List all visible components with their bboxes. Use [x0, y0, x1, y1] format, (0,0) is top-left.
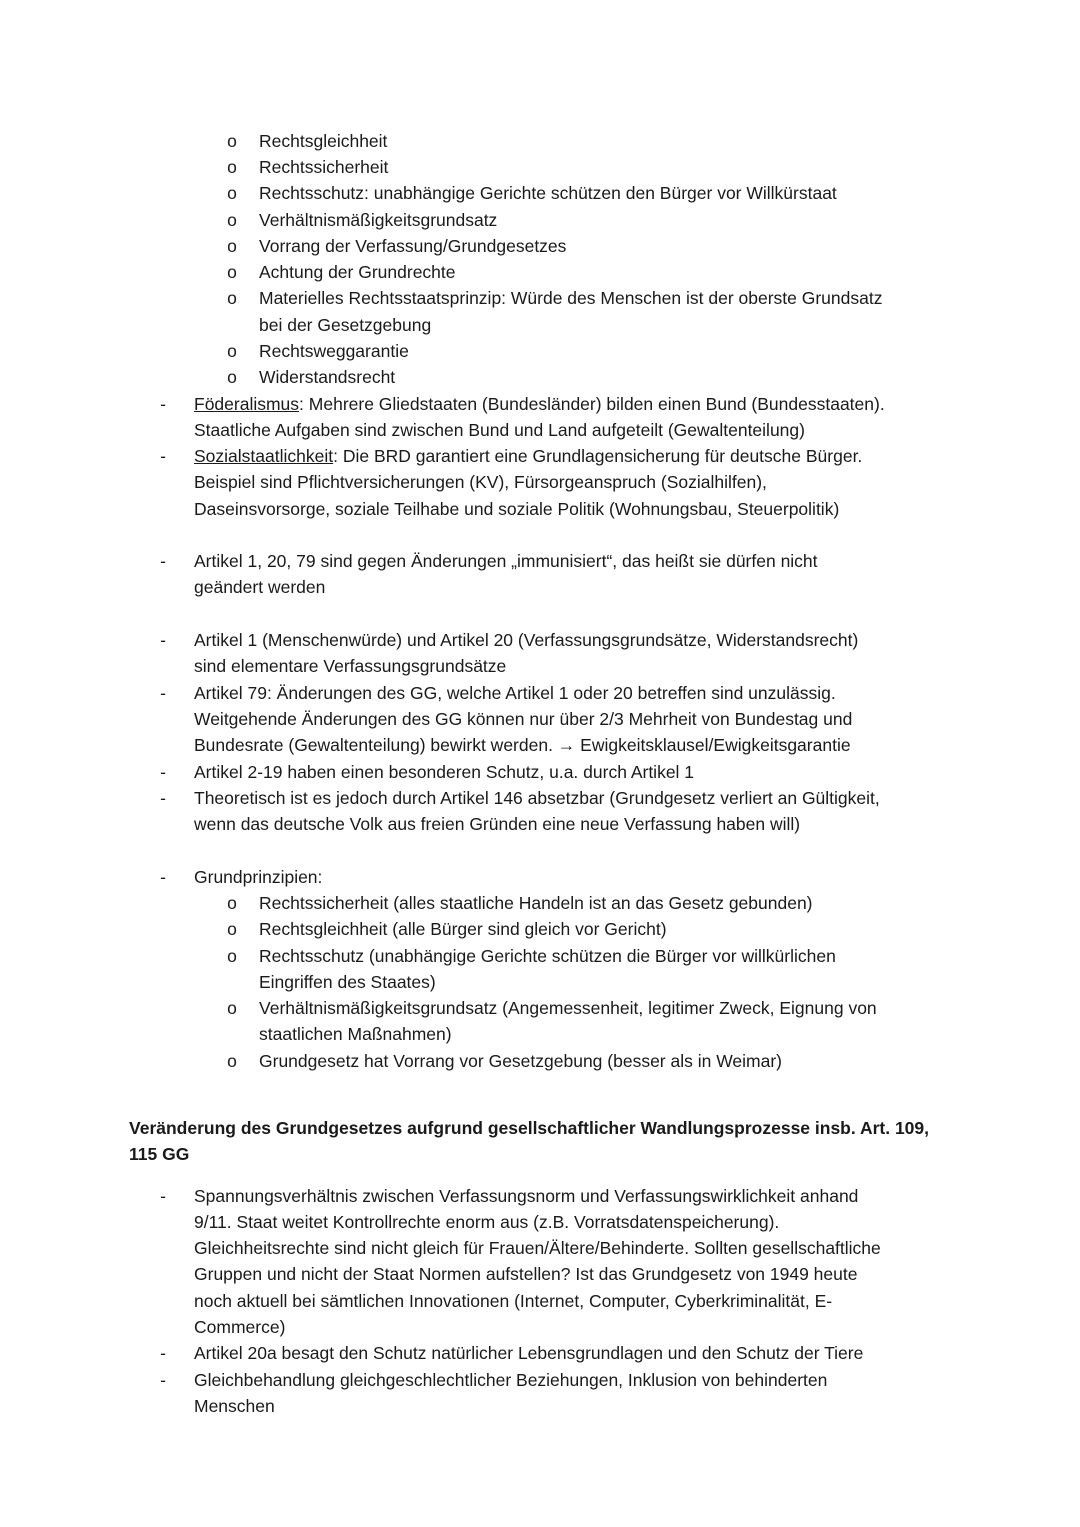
bullet-circle: o	[227, 131, 237, 151]
sozialstaat-term: Sozialstaatlichkeit	[194, 446, 334, 466]
sozialstaat-text: : Die BRD garantiert eine Grundlagensicherung für deutsche Bürger.	[333, 446, 863, 466]
bullet-circle: o	[227, 236, 237, 256]
sozialstaat-item	[194, 443, 862, 469]
list-item: Vorrang der Verfassung/Grundgesetzes	[259, 236, 567, 256]
list-item: Artikel 2-19 haben einen besonderen Schutz, u.a. durch Artikel 1	[194, 762, 695, 782]
bullet-dash: -	[160, 1343, 166, 1363]
sozialstaat-continuation: Daseinsvorsorge, soziale Teilhabe und soziale Politik (Wohnungsbau, Steuerpolitik)	[194, 499, 840, 519]
bullet-dash: -	[160, 394, 166, 414]
bullet-dash: -	[160, 446, 166, 466]
bullet-circle: o	[227, 183, 237, 203]
foederalismus-item	[194, 391, 885, 417]
bullet-dash: -	[160, 867, 166, 887]
list-item-continuation: Weitgehende Änderungen des GG können nur über 2/3 Mehrheit von Bundestag und	[194, 709, 853, 729]
list-item: Widerstandsrecht	[259, 367, 396, 387]
list-item: Rechtssicherheit	[259, 157, 389, 177]
list-item: Artikel 1, 20, 79 sind gegen Änderungen „immunisiert“, das heißt sie dürfen nicht	[194, 551, 818, 571]
list-item-continuation: Gleichheitsrechte sind nicht gleich für Frauen/Ältere/Behinderte. Sollten gesellschaftliche	[194, 1238, 881, 1258]
list-item-continuation: bei der Gesetzgebung	[259, 315, 432, 335]
bullet-circle: o	[227, 210, 237, 230]
list-item: Artikel 20a besagt den Schutz natürlicher Lebensgrundlagen und den Schutz der Tiere	[194, 1343, 864, 1363]
list-item: Materielles Rechtsstaatsprinzip: Würde des Menschen ist der oberste Grundsatz	[259, 288, 883, 308]
bullet-circle: o	[227, 341, 237, 361]
list-item: Spannungsverhältnis zwischen Verfassungsnorm und Verfassungswirklichkeit anhand	[194, 1186, 859, 1206]
bullet-dash: -	[160, 630, 166, 650]
section-heading-continuation: 115 GG	[129, 1144, 190, 1164]
list-item-continuation: Eingriffen des Staates)	[259, 972, 436, 992]
bullet-circle: o	[227, 946, 237, 966]
list-item-continuation: Bundesrate (Gewaltenteilung) bewirkt werden. → Ewigkeitsklausel/Ewigkeitsgarantie	[194, 735, 851, 755]
list-item: Verhältnismäßigkeitsgrundsatz	[259, 210, 498, 230]
bullet-circle: o	[227, 998, 237, 1018]
list-item: Rechtsschutz: unabhängige Gerichte schützen den Bürger vor Willkürstaat	[259, 183, 837, 203]
list-item: Rechtssicherheit (alles staatliche Handeln ist an das Gesetz gebunden)	[259, 893, 813, 913]
grundprinzipien-label: Grundprinzipien:	[194, 867, 323, 887]
list-item-continuation: geändert werden	[194, 577, 326, 597]
bullet-circle: o	[227, 262, 237, 282]
bullet-circle: o	[227, 919, 237, 939]
bullet-dash: -	[160, 762, 166, 782]
foederalismus-continuation: Staatliche Aufgaben sind zwischen Bund und Land aufgeteilt (Gewaltenteilung)	[194, 420, 805, 440]
list-item: Artikel 79: Änderungen des GG, welche Artikel 1 oder 20 betreffen sind unzulässig.	[194, 683, 836, 703]
bullet-dash: -	[160, 1370, 166, 1390]
bullet-dash: -	[160, 551, 166, 571]
bullet-dash: -	[160, 1186, 166, 1206]
list-item: Achtung der Grundrechte	[259, 262, 456, 282]
list-item-continuation: Commerce)	[194, 1317, 286, 1337]
list-item-continuation: sind elementare Verfassungsgrundsätze	[194, 656, 507, 676]
list-item: Artikel 1 (Menschenwürde) und Artikel 20 (Verfassungsgrundsätze, Widerstandsrecht)	[194, 630, 859, 650]
bullet-circle: o	[227, 288, 237, 308]
bullet-circle: o	[227, 893, 237, 913]
bullet-dash: -	[160, 683, 166, 703]
bullet-dash: -	[160, 788, 166, 808]
list-item: Theoretisch ist es jedoch durch Artikel 146 absetzbar (Grundgesetz verliert an Gültigkeit,	[194, 788, 880, 808]
list-item: Rechtsgleichheit	[259, 131, 388, 151]
list-item-continuation: wenn das deutsche Volk aus freien Gründen eine neue Verfassung haben will)	[194, 814, 801, 834]
bullet-circle: o	[227, 367, 237, 387]
list-item: Verhältnismäßigkeitsgrundsatz (Angemessenheit, legitimer Zweck, Eignung von	[259, 998, 877, 1018]
list-item: Rechtsgleichheit (alle Bürger sind gleich vor Gericht)	[259, 919, 667, 939]
bullet-circle: o	[227, 1051, 237, 1071]
list-item-continuation: staatlichen Maßnahmen)	[259, 1024, 452, 1044]
list-item-continuation: Gruppen und nicht der Staat Normen aufstellen? Ist das Grundgesetz von 1949 heute	[194, 1264, 858, 1284]
list-item: Rechtsschutz (unabhängige Gerichte schützen die Bürger vor willkürlichen	[259, 946, 836, 966]
section-heading: Veränderung des Grundgesetzes aufgrund gesellschaftlicher Wandlungsprozesse insb. Art. 109,	[129, 1118, 930, 1138]
list-item: Rechtsweggarantie	[259, 341, 409, 361]
list-item-continuation: Menschen	[194, 1396, 275, 1416]
list-item: Grundgesetz hat Vorrang vor Gesetzgebung (besser als in Weimar)	[259, 1051, 782, 1071]
sozialstaat-continuation: Beispiel sind Pflichtversicherungen (KV), Fürsorgeanspruch (Sozialhilfen),	[194, 472, 767, 492]
list-item-continuation: noch aktuell bei sämtlichen Innovationen (Internet, Computer, Cyberkriminalität, E-	[194, 1291, 833, 1311]
list-item: Gleichbehandlung gleichgeschlechtlicher Beziehungen, Inklusion von behinderten	[194, 1370, 828, 1390]
bullet-circle: o	[227, 157, 237, 177]
list-item-continuation: 9/11. Staat weitet Kontrollrechte enorm aus (z.B. Vorratsdatenspeicherung).	[194, 1212, 780, 1232]
foederalismus-term: Föderalismus	[194, 394, 300, 414]
foederalismus-text: : Mehrere Gliedstaaten (Bundesländer) bilden einen Bund (Bundesstaaten).	[299, 394, 885, 414]
